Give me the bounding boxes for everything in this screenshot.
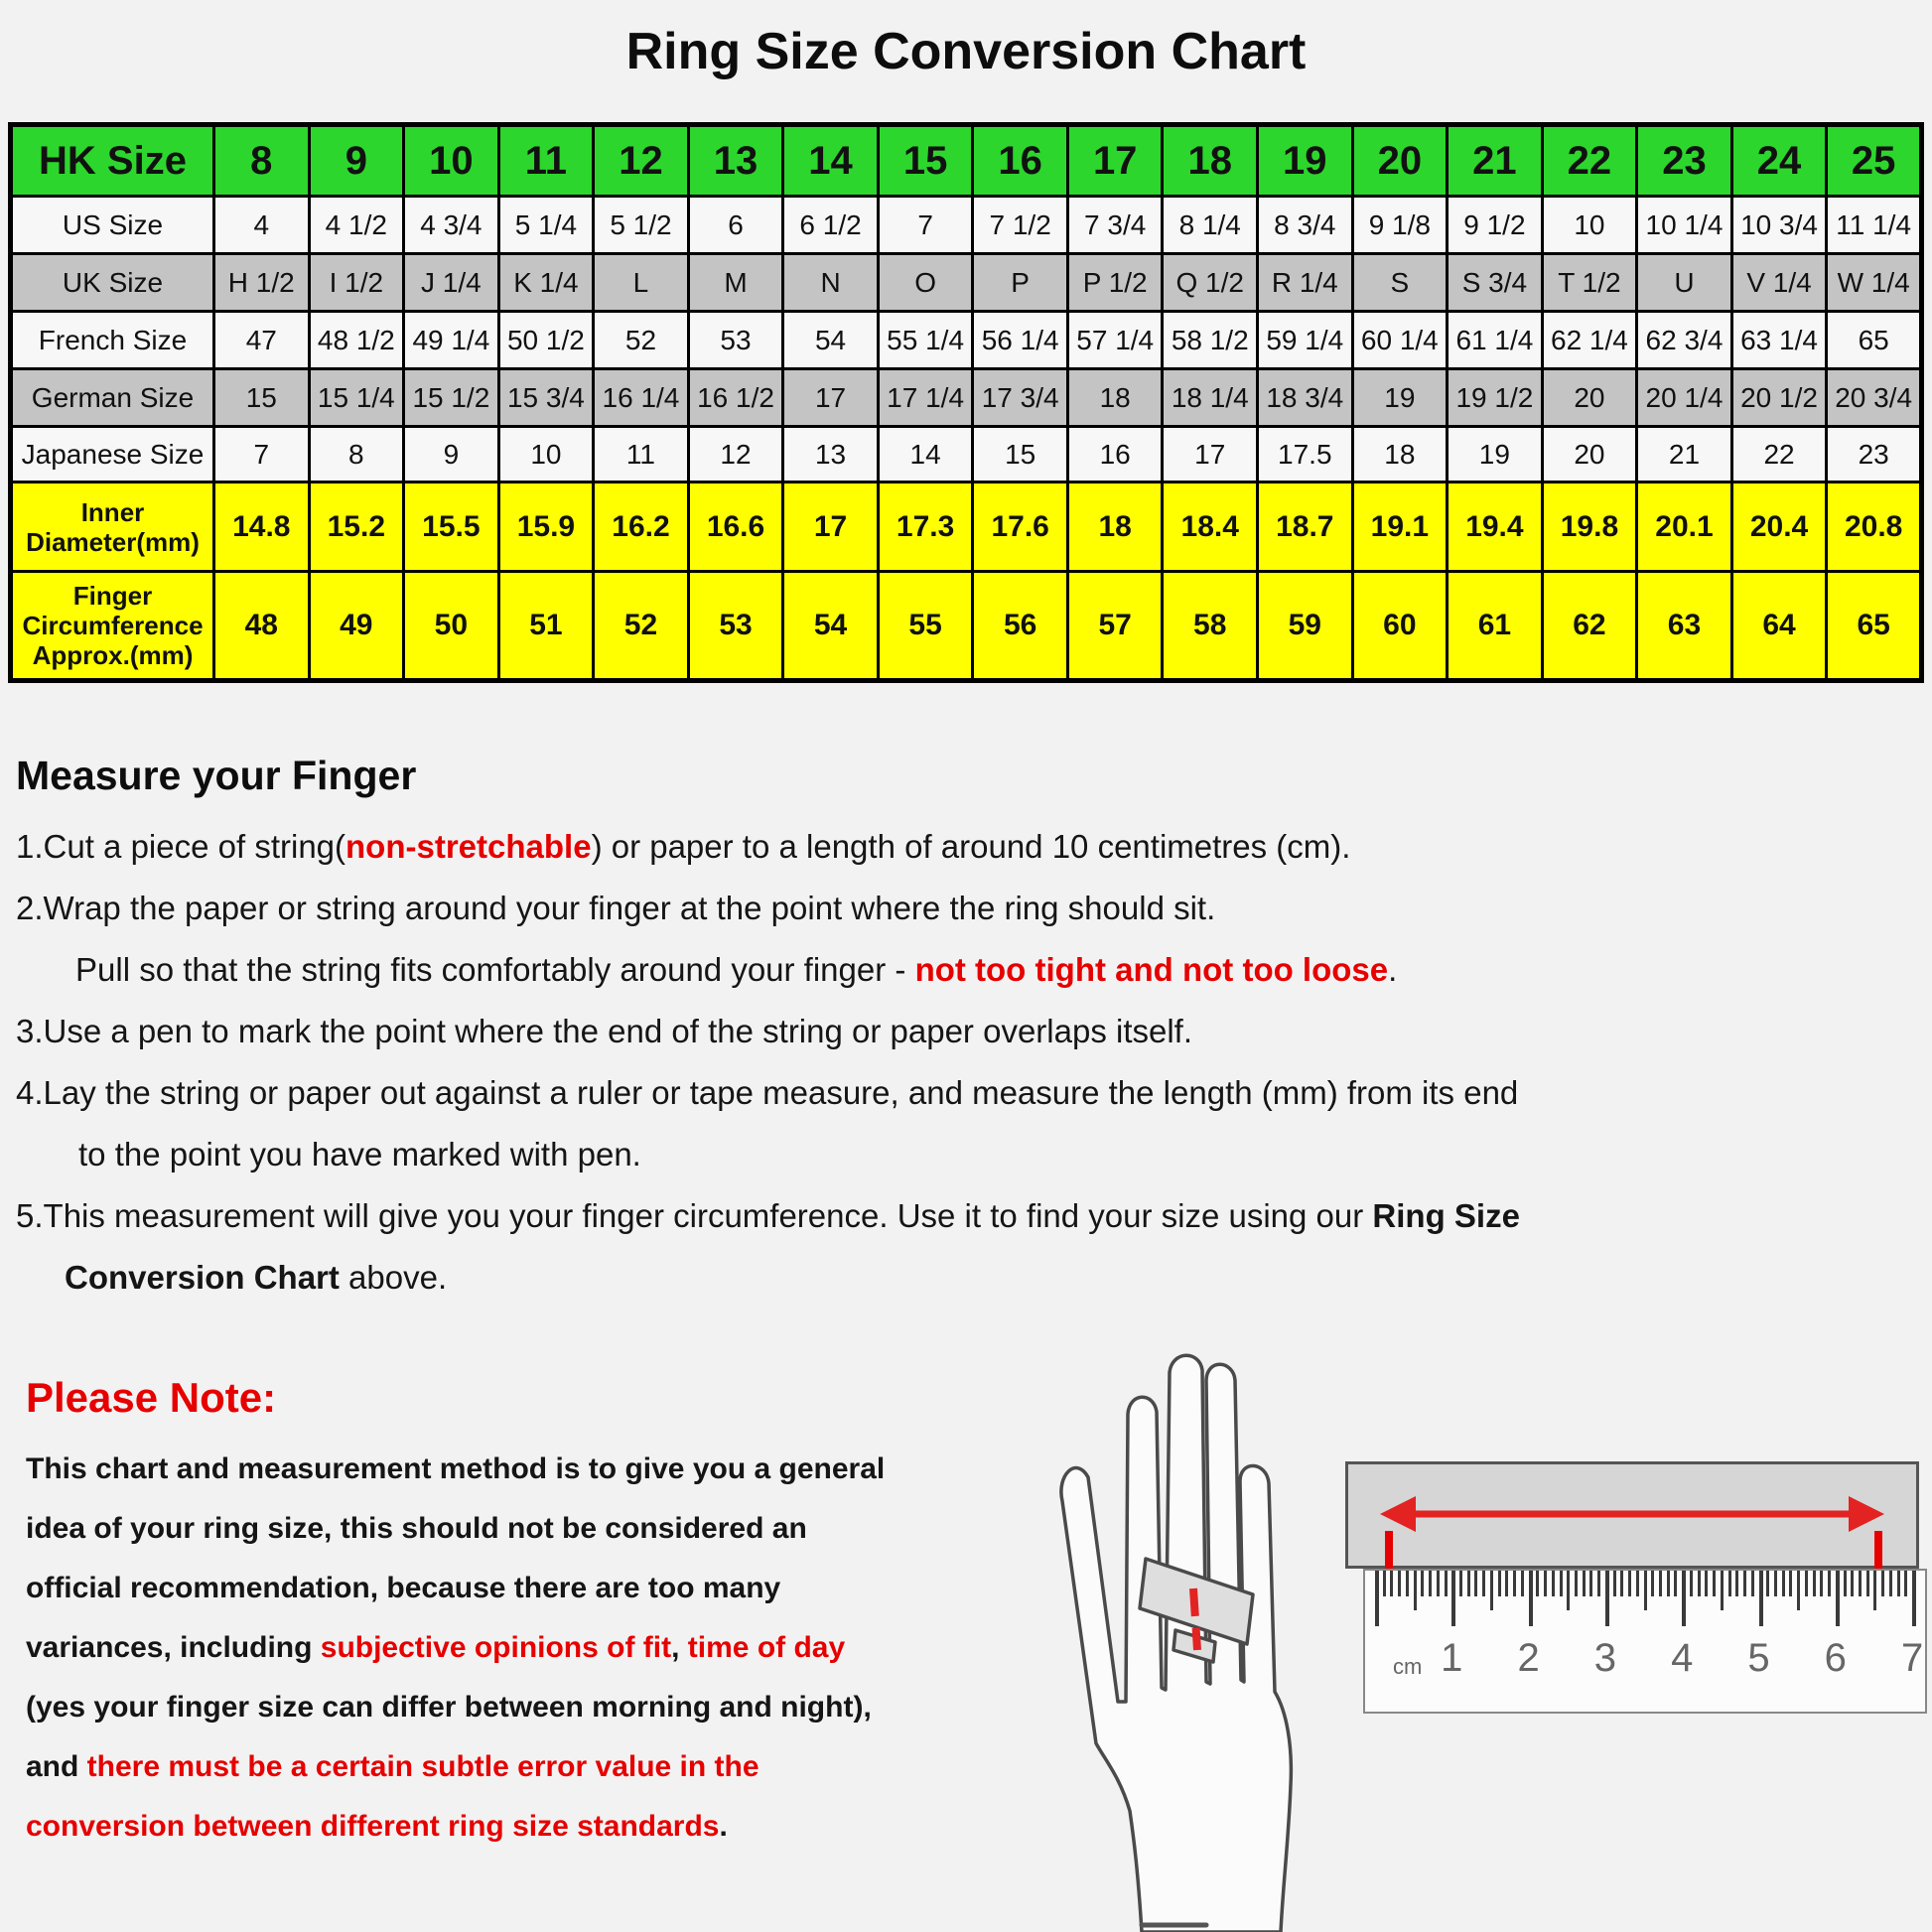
note-line [26, 1440, 1048, 1499]
table-cell: 7 [214, 427, 310, 483]
table-cell: 17 [783, 483, 879, 572]
table-cell: 60 1/4 [1352, 312, 1448, 369]
table-cell: 52 [594, 572, 689, 681]
text-segment: and [26, 1750, 87, 1783]
text-segment: 1. [16, 828, 44, 865]
ruler-tick [1398, 1571, 1401, 1596]
table-cell: 12 [688, 427, 783, 483]
ruler-tick [1421, 1571, 1424, 1596]
table-cell: 15 [973, 427, 1068, 483]
ruler-number: 2 [1517, 1636, 1540, 1680]
table-cell: 51 [498, 572, 594, 681]
ruler-number: 1 [1441, 1636, 1463, 1680]
note-line [26, 1559, 1048, 1618]
table-cell: 18 1/4 [1163, 369, 1258, 427]
table-cell: S [1352, 254, 1448, 312]
ruler-tick [1597, 1571, 1600, 1596]
ruler-number: 5 [1747, 1636, 1770, 1680]
table-cell: 4 3/4 [404, 197, 499, 254]
table-cell: 23 [1827, 427, 1922, 483]
note-line [26, 1678, 1048, 1737]
table-cell: 17.6 [973, 483, 1068, 572]
instruction-line [16, 1185, 1902, 1247]
ruler-tick [1743, 1571, 1746, 1596]
text-segment: idea of your ring size, this should not be considered an [26, 1512, 807, 1545]
table-cell: 10 1/4 [1637, 197, 1732, 254]
ruler-tick [1445, 1571, 1448, 1596]
table-cell: 16 [1067, 427, 1163, 483]
table-cell: 18 [1067, 483, 1163, 572]
ruler-tick [1912, 1571, 1916, 1626]
page-title: Ring Size Conversion Chart [625, 23, 1307, 80]
table-cell: 14 [783, 125, 879, 197]
table-cell: 17 1/4 [878, 369, 973, 427]
row-label: UK Size [11, 254, 214, 312]
table-cell: 8 [309, 427, 404, 483]
ruler-tick [1589, 1571, 1592, 1596]
ruler-tick [1735, 1571, 1738, 1596]
ruler-tick [1620, 1571, 1623, 1596]
text-segment: there must be a certain subtle error value in the [86, 1750, 759, 1783]
ruler-tick [1674, 1571, 1677, 1596]
table-cell: 20 [1542, 427, 1637, 483]
ruler-tick [1728, 1571, 1731, 1596]
row-label: Finger Circumference Approx.(mm) [11, 572, 214, 681]
table-cell: 60 [1352, 572, 1448, 681]
ruler-tick [1552, 1571, 1555, 1596]
table-cell: 56 1/4 [973, 312, 1068, 369]
ruler-tick [1659, 1571, 1662, 1596]
text-segment: 4. [16, 1074, 44, 1111]
ruler-number: 4 [1671, 1636, 1694, 1680]
table-cell: 20 [1542, 369, 1637, 427]
row-label: HK Size [11, 125, 214, 197]
text-segment: non-stretchable [345, 828, 592, 865]
ruler-tick [1774, 1571, 1777, 1596]
ruler-tick [1844, 1571, 1847, 1596]
table-cell: 20 [1352, 125, 1448, 197]
ruler-tick [1797, 1571, 1800, 1610]
row-label: US Size [11, 197, 214, 254]
table-row [11, 125, 1922, 197]
ruler-tick [1628, 1571, 1631, 1596]
text-segment: not too tight and not too loose [914, 951, 1389, 988]
ruler-tick [1644, 1571, 1647, 1610]
table-cell: 63 [1637, 572, 1732, 681]
table-cell: 20 1/2 [1731, 369, 1827, 427]
ruler-tick [1820, 1571, 1823, 1596]
text-segment: (yes your finger size can differ between morning and night), [26, 1691, 872, 1724]
ruler-tick [1513, 1571, 1516, 1596]
table-cell: 48 1/2 [309, 312, 404, 369]
ruler-tick [1605, 1571, 1609, 1626]
text-segment: 2. [16, 890, 44, 926]
ruler-tick [1859, 1571, 1862, 1596]
table-cell: 14.8 [214, 483, 310, 572]
ruler-unit-label: cm [1393, 1654, 1423, 1679]
table-cell: J 1/4 [404, 254, 499, 312]
instruction-list [16, 816, 1902, 1309]
note-line [26, 1797, 1048, 1857]
ruler-tick [1459, 1571, 1462, 1596]
table-cell: 10 3/4 [1731, 197, 1827, 254]
table-row [11, 427, 1922, 483]
table-cell: M [688, 254, 783, 312]
table-cell: 62 1/4 [1542, 312, 1637, 369]
table-cell: 53 [688, 312, 783, 369]
ruler-tick [1490, 1571, 1493, 1610]
ruler-number: 3 [1593, 1636, 1617, 1680]
table-row [11, 197, 1922, 254]
table-cell: 61 [1448, 572, 1543, 681]
ruler-tick [1451, 1571, 1455, 1626]
ruler-tick [1866, 1571, 1869, 1596]
ruler-tick [1805, 1571, 1808, 1596]
row-label: French Size [11, 312, 214, 369]
table-cell: 64 [1731, 572, 1827, 681]
ruler-tick [1521, 1571, 1524, 1596]
table-cell: 4 [214, 197, 310, 254]
text-segment: Wrap the paper or string around your finger at the point where the ring should sit. [43, 890, 1216, 926]
ruler-tick [1406, 1571, 1409, 1596]
table-cell: 17.3 [878, 483, 973, 572]
table-cell: 9 1/2 [1448, 197, 1543, 254]
ruler-tick [1782, 1571, 1785, 1596]
ruler-tick [1467, 1571, 1470, 1596]
table-cell: R 1/4 [1258, 254, 1353, 312]
ruler-tick [1828, 1571, 1831, 1596]
ruler-tick [1383, 1571, 1386, 1596]
table-cell: 17 [1067, 125, 1163, 197]
text-segment: above. [339, 1259, 448, 1296]
table-cell: 63 1/4 [1731, 312, 1827, 369]
please-note-heading: Please Note: [26, 1374, 277, 1421]
ruler-tick [1474, 1571, 1477, 1596]
table-cell: 18 [1352, 427, 1448, 483]
ruler-tick [1414, 1571, 1417, 1610]
table-cell: 49 1/4 [404, 312, 499, 369]
ruler-tick [1851, 1571, 1854, 1596]
table-row [11, 312, 1922, 369]
table-cell: 62 3/4 [1637, 312, 1732, 369]
text-segment: 5. [16, 1197, 44, 1234]
table-cell: 54 [783, 312, 879, 369]
text-segment: variances, including [26, 1631, 321, 1664]
table-cell: P 1/2 [1067, 254, 1163, 312]
table-cell: 5 1/4 [498, 197, 594, 254]
ruler-tick [1651, 1571, 1654, 1596]
table-cell: 15 [214, 369, 310, 427]
text-segment: . [1388, 951, 1398, 988]
table-cell: 61 1/4 [1448, 312, 1543, 369]
text-segment: This chart and measurement method is to give you a general [26, 1452, 886, 1485]
table-row [11, 369, 1922, 427]
text-segment: conversion between different ring size standards [26, 1810, 720, 1843]
table-cell: 18 [1163, 125, 1258, 197]
table-cell: 9 [404, 427, 499, 483]
text-segment: This measurement will give you your finger circumference. Use it to find your size using our [43, 1197, 1373, 1234]
instruction-line [16, 939, 1902, 1001]
ruler-tick [1690, 1571, 1693, 1596]
ruler-tick [1836, 1571, 1840, 1626]
table-cell: 13 [783, 427, 879, 483]
ruler-tick [1873, 1571, 1876, 1610]
ruler-tick [1575, 1571, 1578, 1596]
table-cell: 8 [214, 125, 310, 197]
table-cell: W 1/4 [1827, 254, 1922, 312]
table-cell: 12 [594, 125, 689, 197]
ruler-tick [1529, 1571, 1533, 1626]
table-cell: 13 [688, 125, 783, 197]
paper-strip [1345, 1461, 1919, 1569]
ruler-tick [1705, 1571, 1708, 1596]
ring-size-conversion-table [8, 122, 1924, 683]
ruler-tick [1813, 1571, 1816, 1596]
ruler-tick [1429, 1571, 1432, 1596]
table-cell: 16 1/4 [594, 369, 689, 427]
ruler-tick [1751, 1571, 1754, 1596]
table-cell: 18.7 [1258, 483, 1353, 572]
table-cell: 57 1/4 [1067, 312, 1163, 369]
ruler-tick [1667, 1571, 1670, 1596]
ruler-tick [1505, 1571, 1508, 1596]
table-cell: 11 [498, 125, 594, 197]
text-segment: Lay the string or paper out against a ruler or tape measure, and measure the length (mm) from its end [43, 1074, 1519, 1111]
table-cell: 14 [878, 427, 973, 483]
text-segment: . [719, 1810, 728, 1843]
text-segment: Conversion Chart [65, 1259, 340, 1296]
table-cell: O [878, 254, 973, 312]
table-cell: 22 [1731, 427, 1827, 483]
note-line [26, 1737, 1048, 1797]
table-cell: 20.4 [1731, 483, 1827, 572]
table-cell: 8 1/4 [1163, 197, 1258, 254]
instruction-line [16, 1062, 1902, 1124]
ruler-tick [1698, 1571, 1701, 1596]
table-cell: 19.8 [1542, 483, 1637, 572]
text-segment: Cut a piece of string( [43, 828, 346, 865]
table-cell: 48 [214, 572, 310, 681]
ruler-tick [1375, 1571, 1379, 1626]
table-cell: 18 3/4 [1258, 369, 1353, 427]
table-cell: 58 [1163, 572, 1258, 681]
ruler-tick [1713, 1571, 1716, 1596]
ruler-tick [1390, 1571, 1393, 1596]
table-cell: I 1/2 [309, 254, 404, 312]
ruler-tick [1889, 1571, 1892, 1596]
table-cell: 17 [1163, 427, 1258, 483]
text-segment: Ring Size [1372, 1197, 1520, 1234]
text-segment: Use a pen to mark the point where the end of the string or paper overlaps itself. [43, 1013, 1193, 1049]
table-cell: 20 3/4 [1827, 369, 1922, 427]
table-cell: 24 [1731, 125, 1827, 197]
table-cell: K 1/4 [498, 254, 594, 312]
hand-illustration [1042, 1352, 1350, 1932]
table-cell: L [594, 254, 689, 312]
table-cell: V 1/4 [1731, 254, 1827, 312]
table-cell: 9 1/8 [1352, 197, 1448, 254]
table-cell: P [973, 254, 1068, 312]
instruction-line [16, 878, 1902, 939]
table-cell: 50 [404, 572, 499, 681]
table-cell: 20.1 [1637, 483, 1732, 572]
table-cell: 17 3/4 [973, 369, 1068, 427]
table-cell: 22 [1542, 125, 1637, 197]
ruler-tick [1897, 1571, 1900, 1596]
table-cell: 19 [1448, 427, 1543, 483]
table-cell: 65 [1827, 312, 1922, 369]
ruler-tick [1437, 1571, 1440, 1596]
text-segment: 3. [16, 1013, 44, 1049]
instruction-line [16, 816, 1902, 878]
table-cell: H 1/2 [214, 254, 310, 312]
row-label: Japanese Size [11, 427, 214, 483]
table-cell: 10 [498, 427, 594, 483]
table-cell: N [783, 254, 879, 312]
text-segment: ) or paper to a length of around 10 centimetres (cm). [591, 828, 1351, 865]
note-line [26, 1618, 1048, 1678]
table-cell: 18 [1067, 369, 1163, 427]
table-cell: 25 [1827, 125, 1922, 197]
text-segment: official recommendation, because there are too many [26, 1572, 781, 1604]
ruler-number: 6 [1824, 1636, 1847, 1680]
ruler-tick [1482, 1571, 1485, 1596]
note-paragraph [26, 1440, 1048, 1857]
table-cell: 16 1/2 [688, 369, 783, 427]
table-cell: 16.2 [594, 483, 689, 572]
table-cell: 23 [1637, 125, 1732, 197]
text-segment: time of day [687, 1631, 846, 1664]
ruler-tick [1567, 1571, 1570, 1610]
table-cell: Q 1/2 [1163, 254, 1258, 312]
row-label: German Size [11, 369, 214, 427]
table-cell: 15.5 [404, 483, 499, 572]
table-cell: 15.9 [498, 483, 594, 572]
text-segment: to the point you have marked with pen. [78, 1136, 641, 1173]
table-cell: 17 [783, 369, 879, 427]
table-cell: 15 1/2 [404, 369, 499, 427]
ruler-tick [1721, 1571, 1724, 1610]
text-segment: , [671, 1631, 688, 1664]
table-cell: 18.4 [1163, 483, 1258, 572]
ruler-tick [1682, 1571, 1686, 1626]
table-cell: 52 [594, 312, 689, 369]
table-cell: 19 [1352, 369, 1448, 427]
table-cell: 58 1/2 [1163, 312, 1258, 369]
table-cell: 59 1/4 [1258, 312, 1353, 369]
row-label: Inner Diameter(mm) [11, 483, 214, 572]
table-cell: 15 1/4 [309, 369, 404, 427]
table-cell: 15 [878, 125, 973, 197]
table-cell: 54 [783, 572, 879, 681]
ruler-tick [1636, 1571, 1639, 1596]
ruler-tick [1536, 1571, 1539, 1596]
table-cell: 9 [309, 125, 404, 197]
ruler-tick [1613, 1571, 1616, 1596]
instruction-line [16, 1247, 1902, 1309]
table-cell: 65 [1827, 572, 1922, 681]
table-cell: S 3/4 [1448, 254, 1543, 312]
table-cell: 17.5 [1258, 427, 1353, 483]
ruler-number: 7 [1900, 1636, 1924, 1680]
table-cell: 49 [309, 572, 404, 681]
table-cell: 4 1/2 [309, 197, 404, 254]
table-cell: 19.4 [1448, 483, 1543, 572]
table-cell: 11 [594, 427, 689, 483]
ruler-tick [1766, 1571, 1769, 1596]
table-cell: 7 1/2 [973, 197, 1068, 254]
table-cell: 15.2 [309, 483, 404, 572]
table-cell: 15 3/4 [498, 369, 594, 427]
table-cell: 62 [1542, 572, 1637, 681]
ruler-tick [1498, 1571, 1501, 1596]
table-cell: 55 1/4 [878, 312, 973, 369]
table-cell: 16 [973, 125, 1068, 197]
table-cell: 11 1/4 [1827, 197, 1922, 254]
instruction-line [16, 1001, 1902, 1062]
table-cell: 21 [1448, 125, 1543, 197]
table-cell: 57 [1067, 572, 1163, 681]
table-cell: 19 1/2 [1448, 369, 1543, 427]
text-segment: subjective opinions of fit [320, 1631, 672, 1664]
table-cell: 59 [1258, 572, 1353, 681]
text-segment: Pull so that the string fits comfortably around your finger - [75, 951, 915, 988]
measure-arrow-icon [1348, 1464, 1916, 1566]
ruler-tick [1583, 1571, 1586, 1596]
ruler [1363, 1569, 1927, 1714]
table-cell: 10 [1542, 197, 1637, 254]
table-cell: 56 [973, 572, 1068, 681]
table-row [11, 254, 1922, 312]
table-cell: 50 1/2 [498, 312, 594, 369]
table-row [11, 483, 1922, 572]
instruction-line [16, 1124, 1902, 1185]
table-cell: 19.1 [1352, 483, 1448, 572]
table-cell: 20.8 [1827, 483, 1922, 572]
ruler-tick [1904, 1571, 1907, 1596]
ruler-tick [1881, 1571, 1884, 1596]
ruler-tick [1759, 1571, 1763, 1626]
table-cell: 20 1/4 [1637, 369, 1732, 427]
table-cell: 6 [688, 197, 783, 254]
table-cell: 8 3/4 [1258, 197, 1353, 254]
note-line [26, 1499, 1048, 1559]
table-cell: T 1/2 [1542, 254, 1637, 312]
table-cell: 7 3/4 [1067, 197, 1163, 254]
table-row [11, 572, 1922, 681]
table-cell: 7 [878, 197, 973, 254]
ruler-tick [1789, 1571, 1792, 1596]
ruler-tick [1560, 1571, 1563, 1596]
measure-finger-heading: Measure your Finger [16, 753, 417, 798]
ruler-tick [1544, 1571, 1547, 1596]
table-cell: 16.6 [688, 483, 783, 572]
table-cell: 55 [878, 572, 973, 681]
table-cell: 53 [688, 572, 783, 681]
table-cell: U [1637, 254, 1732, 312]
table-cell: 6 1/2 [783, 197, 879, 254]
table-cell: 21 [1637, 427, 1732, 483]
table-cell: 19 [1258, 125, 1353, 197]
table-cell: 10 [404, 125, 499, 197]
table-cell: 47 [214, 312, 310, 369]
table-cell: 5 1/2 [594, 197, 689, 254]
